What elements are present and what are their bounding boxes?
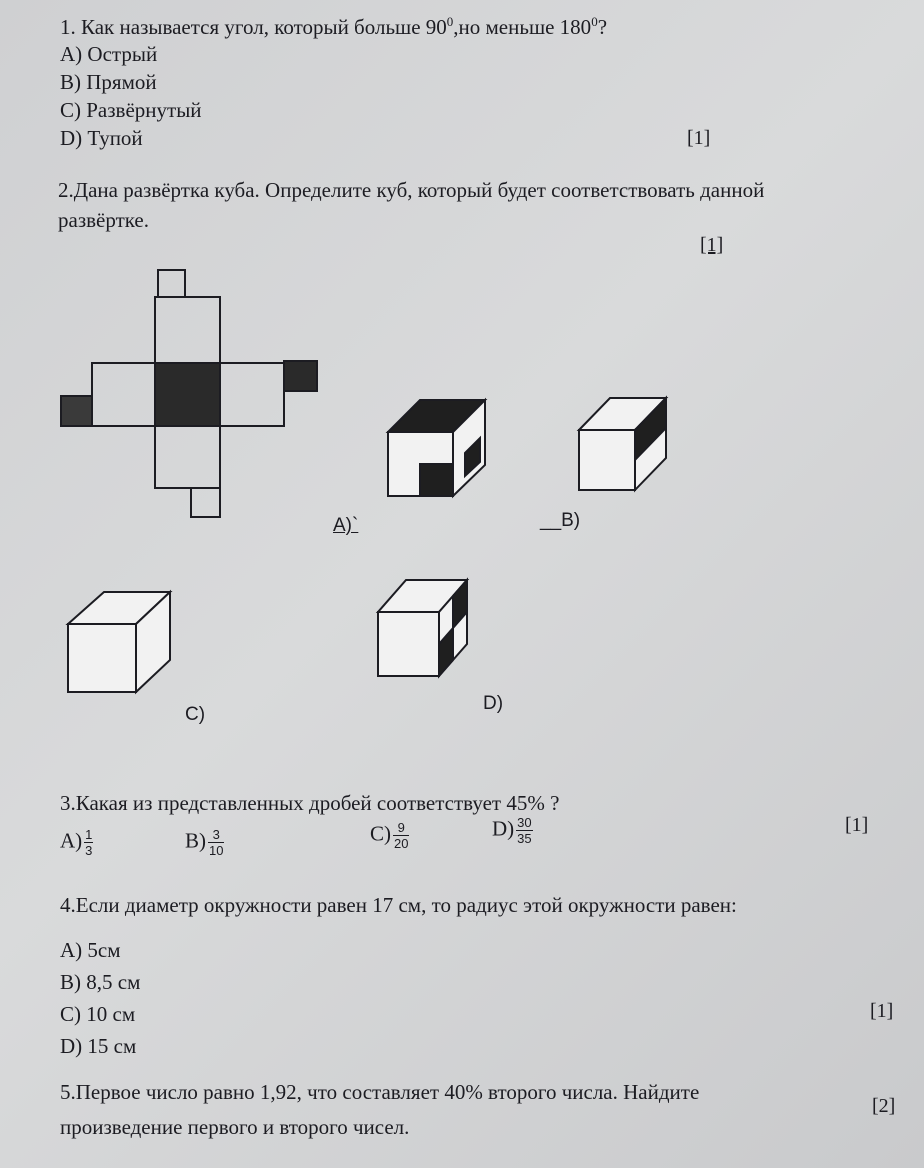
- q3-mark: [1]: [845, 814, 869, 836]
- q5-text-line1: 5.Первое число равно 1,92, что составляет 40% второго числа. Найдите: [60, 1080, 700, 1104]
- q3-option-c: C) $\frac{9}{20}$: [370, 820, 409, 851]
- q1-text: 1. Как называется угол, который больше $90^0,но$ меньше $180^0$?: [60, 14, 608, 39]
- q4-text: 4.Если диаметр окружности равен 17 см, то радиус этой окружности равен:: [60, 893, 737, 917]
- q2-text-line2: развёртке.: [58, 208, 150, 232]
- q5-mark: [2]: [872, 1095, 896, 1117]
- q2-caption-d: D): [483, 693, 504, 714]
- q2-caption-b: __B): [540, 510, 581, 531]
- q4-option-d: D) 15 см: [60, 1034, 137, 1058]
- q2-caption-a: A)`: [333, 515, 359, 536]
- q2-text-line1: 2.Дана развёртка куба. Определите куб, который будет соответствовать данной: [58, 178, 765, 202]
- q4-option-b: В) 8,5 см: [60, 970, 141, 994]
- q3-option-a: A) $\frac{1}{3}$: [60, 827, 93, 858]
- q1-option-c: С) Развёрнутый: [60, 98, 202, 122]
- q4-mark: [1]: [870, 1000, 894, 1022]
- q1-option-b: В) Прямой: [60, 70, 157, 94]
- q3-text: 3.Какая из представленных дробей соответствует 45% ?: [60, 791, 560, 815]
- q5-text-line2: произведение первого и второго чисел.: [60, 1115, 410, 1139]
- q2-caption-c: C): [185, 704, 206, 725]
- q1-option-a: А) Острый: [60, 42, 158, 66]
- q4-option-c: С) 10 см: [60, 1002, 136, 1026]
- q3-option-b: B) $\frac{3}{10}$: [185, 827, 224, 858]
- q1-mark: [1]: [687, 127, 711, 149]
- q1-option-d: D) Тупой: [60, 126, 143, 150]
- q4-option-a: А) 5см: [60, 938, 121, 962]
- q3-option-d: D) $\frac{30}{35}$: [492, 815, 532, 846]
- q2-mark: [1]: [700, 234, 724, 256]
